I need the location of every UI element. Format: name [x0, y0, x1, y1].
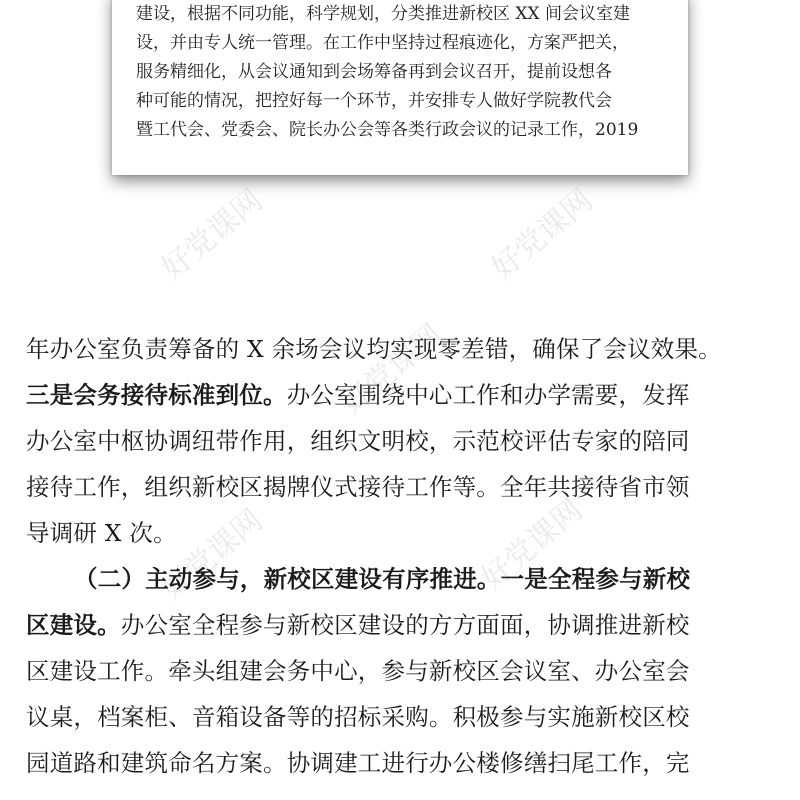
paragraph-text: 办公室全程参与新校区建设的方方面面，协调推进新校: [120, 611, 690, 639]
document-body: [26, 326, 786, 786]
paragraph-line: 区建设工作。牵头组建会务中心，参与新校区会议室、办公室会: [26, 657, 690, 685]
paragraph-line: 办公室中枢协调纽带作用，组织文明校，示范校评估专家的陪同: [26, 427, 690, 455]
subheading: 三是会务接待标准到位。: [26, 381, 287, 409]
paragraph-line: 园道路和建筑命名方案。协调建工进行办公楼修缮扫尾工作，完: [26, 749, 690, 777]
watermark: 好党课网: [335, 317, 450, 422]
paragraph-line: 议桌，档案柜、音箱设备等的招标采购。积极参与实施新校区校: [26, 703, 690, 731]
paragraph-line: 年办公室负责筹备的 X 余场会议均实现零差错，确保了会议效果。: [26, 335, 722, 363]
excerpt-line: 设，并由专人统一管理。在工作中坚持过程痕迹化，方案严把关，: [136, 33, 629, 53]
excerpt-text: [136, 0, 676, 145]
excerpt-line: 种可能的情况，把控好每一个环节，并安排专人做好学院教代会: [136, 91, 612, 111]
watermark: 好党课网: [475, 492, 590, 597]
watermark: 好党课网: [155, 502, 270, 607]
subheading: 区建设。: [26, 611, 121, 639]
excerpt-line: 建设，根据不同功能，科学规划，分类推进新校区 XX 间会议室建: [136, 4, 631, 24]
paragraph-line: 接待工作，组织新校区揭牌仪式接待工作等。全年共接待省市领: [26, 473, 690, 501]
paragraph-line: 导调研 X 次。: [26, 519, 177, 547]
paragraph-line: [26, 602, 786, 648]
watermark: 好党课网: [155, 182, 270, 287]
excerpt-line: 服务精细化，从会议通知到会场筹备再到会议召开，提前设想各: [136, 62, 612, 82]
watermark: 好党课网: [485, 182, 600, 287]
section-heading: （二）主动参与，新校区建设有序推进。一是全程参与新校: [74, 565, 691, 593]
excerpt-card: [112, 0, 688, 175]
paragraph-text: 办公室围绕中心工作和办学需要，发挥: [286, 381, 690, 409]
paragraph-line: [26, 372, 786, 418]
excerpt-line: 暨工代会、党委会、院长办公会等各类行政会议的记录工作，2019: [136, 120, 639, 140]
